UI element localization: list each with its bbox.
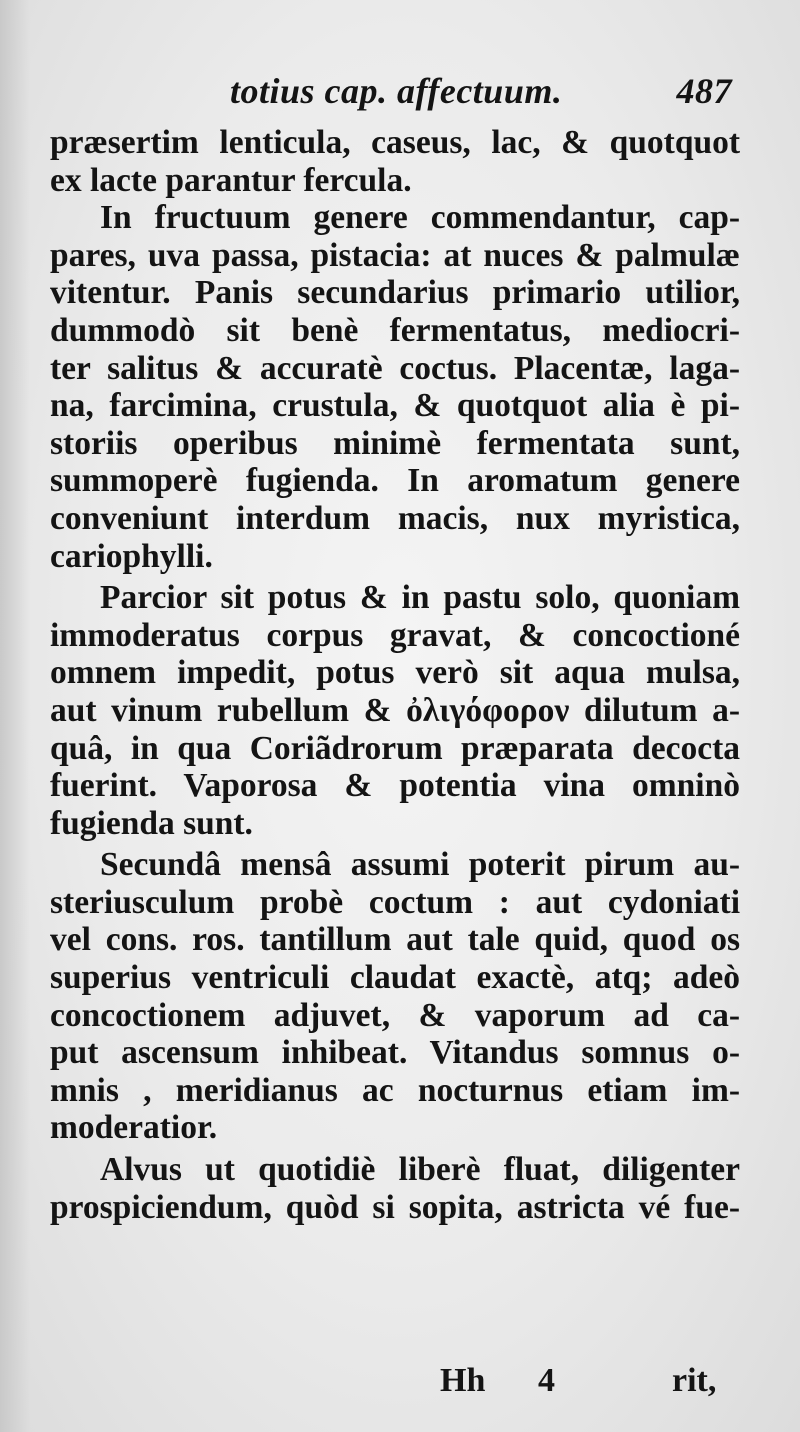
text-line: conveniunt interdum macis, nux myristica, [50,499,740,537]
text-line: put ascensum inhibeat. Vitandus somnus o- [50,1034,740,1072]
catchword: rit, [672,1362,717,1399]
text-line: ter salitus & accuratè coctus. Placentæ, laga- [50,349,740,387]
running-head [230,62,740,122]
text-line: superius ventriculi claudat exactè, atq; adeò [50,959,740,997]
text-line: fuerint. Vaporosa & potentia vina omninò [50,767,740,805]
page-edge-shadow [0,0,30,1432]
text-line: Secundâ mensâ assumi poterit pirum au- [100,846,740,884]
gathering-number: 4 [538,1362,555,1399]
text-line: concoctionem adjuvet, & vaporum ad ca- [50,996,740,1034]
text-line: vitentur. Panis secundarius primario utilior, [50,274,740,312]
body-text [50,124,740,1226]
text-line: fugienda sunt. [50,804,253,842]
text-line: summoperè fugienda. In aromatum genere [50,462,740,500]
page-footer [0,1362,800,1412]
page-number: 487 [676,71,732,111]
text-line: ex lacte parantur fercula. [50,161,412,199]
text-line: storiis operibus minimè fermentata sunt, [50,424,740,462]
text-line: Parcior sit potus & in pastu solo, quoniam [100,579,740,617]
running-title: totius cap. affectuum. [230,71,563,111]
text-line: omnem impedit, potus verò sit aqua mulsa, [50,654,740,692]
text-line: pares, uva passa, pistacia: at nuces & palmulæ [50,236,740,274]
text-line: mnis , meridianus ac nocturnus etiam im- [50,1071,740,1109]
text-line: vel cons. ros. tantillum aut tale quid, quod os [50,921,740,959]
text-line: cariophylli. [50,537,213,575]
text-line: quâ, in qua Coriãdrorum præparata decocta [50,729,740,767]
text-line: In fructuum genere commendantur, cap- [100,199,740,237]
text-line: moderatior. [50,1109,218,1147]
text-line: dummodò sit benè fermentatus, mediocri- [50,311,740,349]
text-line: immoderatus corpus gravat, & concoctioné [50,616,740,654]
text-line: prospiciendum, quòd si sopita, astricta vé fue- [50,1188,740,1226]
text-line: na, farcimina, crustula, & quotquot alia è pi- [50,387,740,425]
text-line: aut vinum rubellum & ὀλιγόφορον dilutum a- [50,691,740,729]
text-line: steriusculum probè coctum : aut cydoniati [50,883,740,921]
text-line: præsertim lenticula, caseus, lac, & quotquot [50,124,740,161]
signature-mark: Hh [440,1362,486,1399]
text-line: Alvus ut quotidiè liberè fluat, diligenter [100,1151,740,1189]
